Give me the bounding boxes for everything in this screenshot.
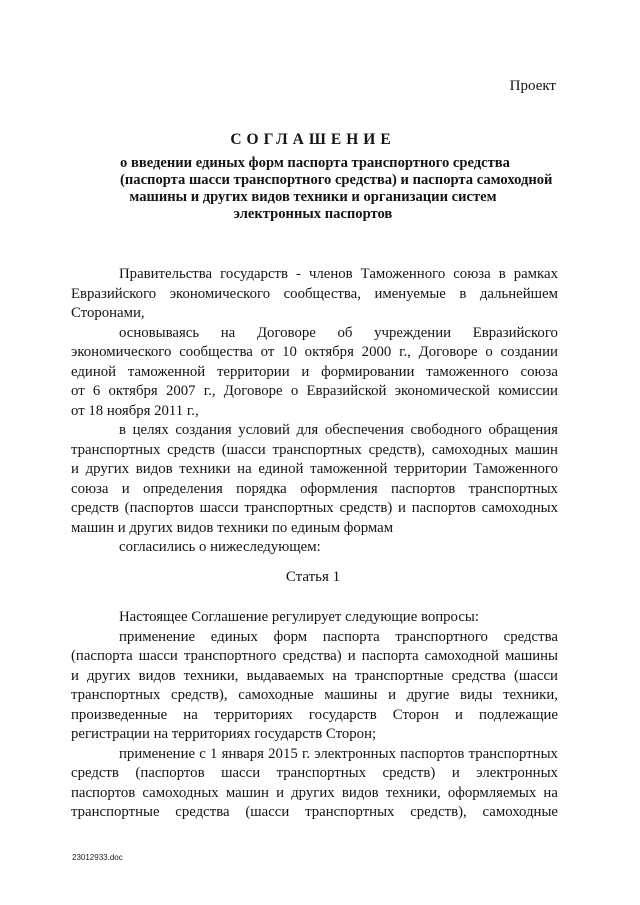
preamble [71,265,558,558]
word: именуемые [374,285,446,302]
article-heading: Статья 1 [285,569,341,585]
word: Договоре [256,324,316,341]
word: шасси [138,648,178,664]
word: Евразийской [306,383,387,399]
word: произведенные [71,706,168,723]
word: выдаваемых [246,667,325,684]
word: Евразийского [71,285,157,302]
word: машины [324,687,378,703]
text-line: Сторонами, [71,305,145,321]
word: территориях [213,706,293,723]
word: и [71,461,79,477]
word: машин [225,784,269,801]
word: государств [308,706,377,723]
word: техники [179,461,231,477]
justified-line [71,265,558,285]
word: союза [453,266,491,282]
footer-filename: 23012933.doc [72,853,123,862]
word: комиссии [498,383,558,399]
word: и [301,363,310,380]
word: других [291,784,335,801]
word: Правительства [119,266,213,282]
word: другие [406,687,450,703]
word: единых [210,628,258,645]
word: самоходной [424,648,499,664]
word: средств [167,441,215,458]
word: транспортных [468,745,558,762]
word: самоходные [482,804,558,820]
word: и [388,687,396,703]
word: определения [143,480,223,497]
word: других [87,667,131,684]
justified-line [71,667,558,687]
word: 6 [92,383,101,399]
text-line: от 18 ноября 2011 г., [71,402,199,419]
word: 10 [282,344,297,360]
word: средства [503,628,558,645]
word: в [459,285,467,302]
word: паспорта [322,628,380,645]
word: шасси [221,765,261,781]
word: транспортного [183,648,277,664]
word: транспортных [276,765,366,781]
word: Договоре [418,344,478,360]
justified-line [71,324,558,344]
word: и [454,706,463,723]
justified-line [71,363,558,383]
word: таможенной [127,363,206,380]
word: средств), [410,804,467,820]
word: создании [500,344,558,360]
word: (шасси [221,441,266,458]
word: (шасси [245,804,290,820]
document-subtitle [120,155,553,223]
word: сообщества [179,344,253,360]
word: г., [203,383,216,399]
word: 2007 [165,383,196,399]
word: на [237,461,252,477]
justified-line [71,745,558,765]
word: средств [71,765,119,781]
justified-line [71,764,558,784]
word: Таможенного [360,266,446,282]
word: в [119,422,126,438]
justified-line [71,499,558,519]
word: оформляемых [447,784,537,801]
word: самоходных [481,500,558,516]
word: электронных [476,765,558,781]
justified-line [71,647,558,667]
word: паспортов [411,500,476,516]
justified-line [71,686,558,706]
word: обращения [488,422,558,438]
justified-line [71,460,558,480]
word: средства [175,804,230,820]
word: электронных [314,745,396,762]
word: октября [304,344,354,360]
word: самоходных [142,784,219,801]
word: видов [341,784,379,801]
word: целях [132,422,169,438]
word: Евразийского [472,324,558,341]
subtitle-line: (паспорта шасси транспортного средства) и паспорта самоходной [120,172,553,188]
text-line: регистрации на территориях государств Сторон; [71,726,377,742]
word: транспортные [71,804,160,820]
word: и [451,765,460,781]
article-body [71,608,558,823]
word: транспортных [272,441,362,458]
word: сообщества, [283,285,361,302]
word: свободного [410,422,482,438]
word: г. [301,745,311,762]
word: самоходные [238,687,314,703]
word: г., [399,344,411,360]
word: машин [514,441,558,458]
word: рамках [513,266,558,282]
word: таможенного [426,363,509,380]
word: на [332,667,347,684]
word: января [221,745,264,762]
word: средств) [382,765,436,781]
word: видов [135,461,173,477]
word: (шасси [513,667,558,684]
word: и [276,784,284,801]
word: применение [119,628,196,645]
subtitle-line: электронных паспортов [233,206,393,222]
word: (паспортов [124,500,194,516]
word: форм [273,628,308,645]
word: паспортов [71,784,136,801]
word: паспортов [400,745,465,762]
word: основываясь [119,324,200,341]
word: паспортов [390,480,456,497]
word: порядка [236,480,287,497]
word: экономического [169,285,271,302]
word: и [347,648,356,664]
word: самоходных [431,441,509,458]
word: от [260,344,275,360]
word: транспортных [305,804,395,820]
word: создания [175,422,232,438]
word: средств), [368,441,426,458]
word: и [121,480,130,497]
word: оформления [300,480,378,497]
word: транспортные [354,667,444,684]
word: таможенной [310,461,388,477]
word: союза [71,480,109,497]
word: союза [520,363,558,380]
word: государств [220,266,288,282]
word: Сторон [392,706,439,723]
word: о [290,383,299,399]
justified-line [71,803,558,823]
word: для [296,422,319,438]
justified-line [71,480,558,500]
word: единой [71,363,117,380]
word: применение [119,745,196,762]
justified-line [71,628,558,648]
word: - [295,266,301,282]
subtitle-line: машины и других видов техники и организации систем [129,189,497,205]
word: видов [138,667,176,684]
justified-line [71,421,558,441]
justified-line [71,441,558,461]
word: транспортных [244,500,334,516]
justified-line [71,343,558,363]
word: транспортных [468,480,558,497]
word: в [498,266,506,282]
word: от [71,383,85,399]
word: и [71,667,79,684]
word: подлежащие [478,706,558,723]
word: других [85,461,130,477]
text-line: Настоящее Соглашение регулирует следующие вопросы: [119,609,479,625]
word: на [543,784,558,801]
word: территории [216,363,290,380]
word: транспортных [71,441,161,458]
word: об [337,324,353,341]
word: условий [238,422,290,438]
word: 1 [210,745,218,762]
word: территории [394,461,467,477]
justified-line [71,382,558,402]
word: техники, [503,687,558,703]
draft-stamp: Проект [509,78,556,94]
word: и [398,500,406,516]
word: экономического [71,344,172,360]
word: транспортных [71,687,161,703]
word: техники, [183,667,239,684]
word: формировании [321,363,415,380]
justified-line [71,784,558,804]
word: шасси [199,500,239,516]
word: на [183,706,198,723]
word: дальнейшем [479,285,558,302]
word: средств), [171,687,228,703]
document-title: СОГЛАШЕНИЕ [230,131,396,148]
subtitle-line: о введении единых форм паспорта транспортного средства [120,155,510,171]
word: средства) [282,648,342,664]
word: (паспорта [71,648,133,664]
justified-line [71,285,558,305]
word: о [485,344,493,360]
word: учреждении [374,324,452,341]
text-line: машин и других видов техники по единым формам [71,519,394,536]
justified-line [71,706,558,726]
word: 2000 [361,344,392,360]
word: Договоре [223,383,283,399]
word: единой [258,461,304,477]
word: средств [71,500,119,516]
word: средства [451,667,506,684]
word: техники, [385,784,441,801]
word: (паспортов [135,765,205,781]
word: с [199,745,206,762]
word: средств) [339,500,393,516]
word: членов [308,266,353,282]
word: экономической [394,383,490,399]
word: виды [460,687,493,703]
word: транспортного [395,628,488,645]
word: машины [504,648,558,664]
word: паспорта [361,648,419,664]
text-line: согласились о нижеследующем: [119,539,321,555]
word: обеспечения [324,422,404,438]
word: октября [108,383,158,399]
word: Таможенного [473,461,558,477]
word: 2015 [268,745,298,762]
word: на [220,324,236,341]
